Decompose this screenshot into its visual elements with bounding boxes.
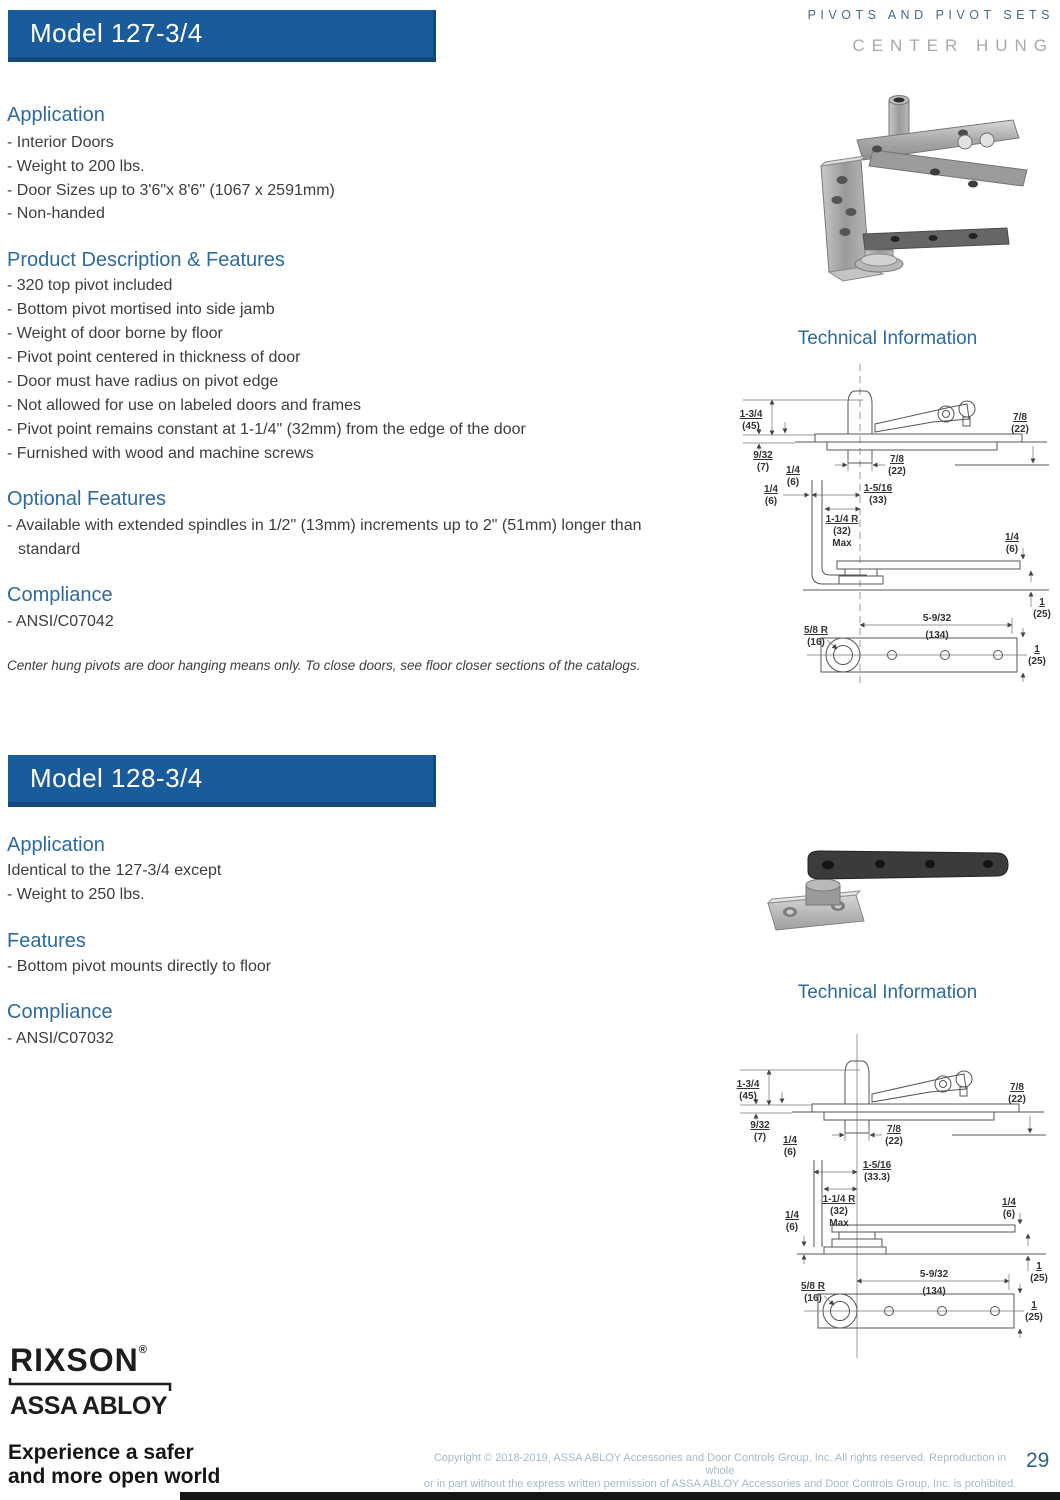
- registered-mark: ®: [138, 1344, 148, 1356]
- dim-label: (7): [756, 462, 770, 473]
- dim-label: 9/32: [753, 450, 773, 461]
- application-heading-127: Application: [7, 104, 105, 126]
- list-item: Identical to the 127-3/4 except: [7, 862, 222, 879]
- dim-label: 1-5/16: [862, 1160, 892, 1171]
- list-item: - Furnished with wood and machine screws: [7, 445, 314, 462]
- bottom-bar: [180, 1492, 1060, 1500]
- list-item: - Weight to 250 lbs.: [7, 886, 145, 903]
- list-item: - Door must have radius on pivot edge: [7, 373, 279, 390]
- dim-label: 1: [1039, 597, 1045, 608]
- list-item: - Pivot point centered in thickness of door: [7, 349, 301, 366]
- dim-label: 1/4: [1005, 532, 1019, 543]
- dim-label: 1/4: [764, 484, 778, 495]
- dim-label: (16): [807, 637, 825, 648]
- dim-label: (22): [1008, 1094, 1026, 1105]
- dim-label: (33.3): [863, 1172, 891, 1183]
- model-128-banner: [8, 755, 436, 807]
- list-item: - ANSI/C07042: [7, 613, 114, 630]
- dim-label: 1: [1036, 1261, 1042, 1272]
- list-item: - Door Sizes up to 3'6"x 8'6" (1067 x 2591mm): [7, 182, 335, 199]
- dim-label: 1: [1031, 1300, 1037, 1311]
- dim-label: 1-3/4: [736, 1079, 760, 1090]
- rixson-logo: [10, 1342, 148, 1379]
- list-item: - Not allowed for use on labeled doors and frames: [7, 397, 361, 414]
- list-item: - Interior Doors: [7, 134, 114, 151]
- list-item: - Weight to 200 lbs.: [7, 158, 145, 175]
- list-item: - Pivot point remains constant at 1-1/4" (32mm) from the edge of the door: [7, 421, 526, 438]
- tagline-line-2: and more open world: [8, 1465, 221, 1488]
- dim-label: 1/4: [1002, 1197, 1016, 1208]
- dim-label: Max: [829, 1218, 849, 1229]
- dim-label: 5/8 R: [804, 625, 828, 636]
- dim-label: (16): [804, 1293, 822, 1304]
- list-item: - ANSI/C07032: [7, 1030, 114, 1047]
- footnote: Center hung pivots are door hanging means only. To close doors, see floor closer sections of the catalogs.: [7, 658, 641, 673]
- optional-heading-127: Optional Features: [7, 488, 166, 510]
- dim-label: 5/8 R: [801, 1281, 825, 1292]
- assa-abloy-logo: ASSA ABLOY: [10, 1392, 168, 1420]
- list-item: - Bottom pivot mounts directly to floor: [7, 958, 272, 975]
- dim-label: (134): [925, 630, 949, 641]
- product-photo-128: [760, 845, 1015, 945]
- dim-label: (33): [869, 495, 887, 506]
- dim-label: (32): [830, 1206, 848, 1217]
- dim-label: (25): [1033, 609, 1051, 620]
- features-heading-127: Product Description & Features: [7, 249, 285, 271]
- copyright-line-2: or in part without the express written permission of ASSA ABLOY Accessories and Door Controls Group, Inc. is prohibited.: [423, 1478, 1017, 1490]
- dim-label: (22): [885, 1136, 903, 1147]
- dim-label: (25): [1030, 1273, 1048, 1284]
- tech-diagram-127: [715, 362, 1055, 692]
- dim-label: 7/8: [1013, 412, 1027, 423]
- dim-label: 7/8: [1010, 1082, 1024, 1093]
- model-127-title: Model 127-3/4: [30, 18, 203, 48]
- dim-label: (6): [786, 477, 800, 488]
- model-127-banner: [8, 10, 436, 62]
- dim-label: (7): [753, 1132, 767, 1143]
- dim-label: (22): [888, 466, 906, 477]
- compliance-heading-127: Compliance: [7, 584, 113, 606]
- list-item: - 320 top pivot included: [7, 277, 173, 294]
- logo-bracket-line: [8, 1376, 172, 1392]
- dim-label: 1-1/4 R: [822, 1194, 856, 1205]
- dim-label: 1-5/16: [863, 483, 893, 494]
- dim-label: 1-3/4: [739, 409, 763, 420]
- dim-label: 1-1/4 R: [825, 514, 859, 525]
- dim-label: (22): [1011, 424, 1029, 435]
- application-heading-128: Application: [7, 834, 105, 856]
- technical-heading-127: Technical Information: [797, 328, 978, 349]
- dim-label: (6): [785, 1222, 799, 1233]
- page-number: 29: [1026, 1449, 1050, 1472]
- dim-label: Max: [832, 538, 852, 549]
- tagline-line-1: Experience a safer: [8, 1441, 194, 1464]
- dim-label: (6): [1005, 544, 1019, 555]
- dim-label: 9/32: [750, 1120, 770, 1131]
- technical-heading-128: Technical Information: [797, 982, 978, 1003]
- rixson-logo-text: RIXSON: [10, 1342, 139, 1378]
- product-photo-127: [795, 88, 1035, 318]
- brand-tagline: [8, 1441, 220, 1489]
- dim-label: (32): [833, 526, 851, 537]
- dim-label: 7/8: [887, 1124, 901, 1135]
- dim-label: 1/4: [785, 1210, 799, 1221]
- dim-label: 5-9/32: [919, 1269, 949, 1280]
- dim-label: (6): [1002, 1209, 1016, 1220]
- list-item: - Non-handed: [7, 205, 105, 222]
- dim-label: 1/4: [783, 1135, 797, 1146]
- dim-label: (6): [783, 1147, 797, 1158]
- compliance-heading-128: Compliance: [7, 1001, 113, 1023]
- list-item: - Available with extended spindles in 1/2" (13mm) increments up to 2" (51mm) longer than standard: [7, 517, 642, 558]
- dim-label: 1: [1034, 644, 1040, 655]
- dim-label: 5-9/32: [922, 613, 952, 624]
- category-label: PIVOTS AND PIVOT SETS: [807, 8, 1054, 22]
- dim-label: (134): [922, 1286, 946, 1297]
- dim-label: (6): [764, 496, 778, 507]
- copyright-notice: [420, 1452, 1020, 1491]
- copyright-line-1: Copyright © 2018-2019, ASSA ABLOY Accessories and Door Controls Group, Inc. All rights reserved. Reproduction in whole: [433, 1452, 1007, 1477]
- tech-diagram-128: [712, 1032, 1052, 1362]
- list-item: - Bottom pivot mortised into side jamb: [7, 301, 275, 318]
- list-item: - Weight of door borne by floor: [7, 325, 223, 342]
- dim-label: 7/8: [890, 454, 904, 465]
- dim-label: (25): [1028, 656, 1046, 667]
- subcategory-label: CENTER HUNG: [852, 36, 1054, 55]
- dim-label: 1/4: [786, 465, 800, 476]
- model-128-title: Model 128-3/4: [30, 763, 203, 793]
- dim-label: (45): [742, 421, 760, 432]
- dim-label: (45): [739, 1091, 757, 1102]
- features-heading-128: Features: [7, 930, 86, 952]
- dim-label: (25): [1025, 1312, 1043, 1323]
